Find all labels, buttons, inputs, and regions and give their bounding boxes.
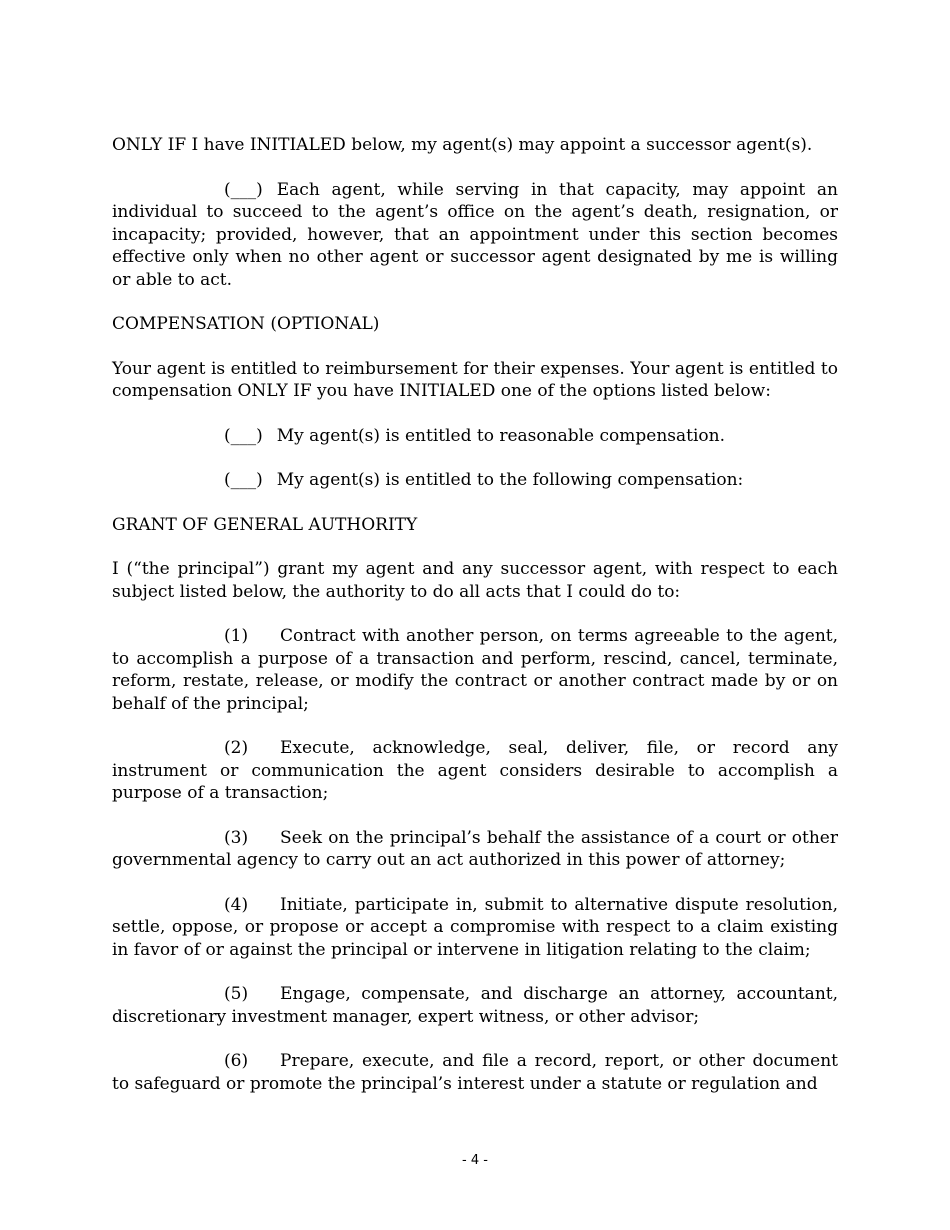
compensation-option-following [112, 469, 838, 492]
grant-heading: GRANT OF GENERAL AUTHORITY [112, 514, 418, 535]
item-text: Seek on the principal’s behalf the assistance of a court or other governmental agency to carry out an act authorized in this power of attorney; [112, 827, 838, 870]
authority-item [112, 737, 838, 805]
item-number: (5) [224, 984, 249, 1004]
item-text: Initiate, participate in, submit to alternative dispute resolution, settle, oppose, or propose or accept a compromise with respect to a claim existing in favor of or against the principal or intervene in litigation relating to the claim; [112, 894, 838, 960]
compensation-option-text: My agent(s) is entitled to reasonable compensation. [276, 425, 725, 446]
compensation-option-reasonable [112, 425, 838, 448]
item-number: (2) [224, 738, 249, 758]
successor-option [112, 179, 838, 292]
successor-intro: ONLY IF I have INITIALED below, my agent(s) may appoint a successor agent(s). [112, 135, 813, 155]
page-number: - 4 - [462, 1153, 488, 1168]
grant-intro: I (“the principal”) grant my agent and any successor agent, with respect to each subject listed below, the authority to do all acts that I could do to: [112, 559, 838, 602]
compensation-heading: COMPENSATION (OPTIONAL) [112, 314, 380, 334]
initial-blank: (___) [224, 179, 263, 200]
initial-blank: (___) [224, 425, 263, 446]
authority-item [112, 894, 838, 962]
document-page [112, 134, 838, 1117]
initial-blank: (___) [224, 470, 263, 490]
item-text: Execute, acknowledge, seal, deliver, file, or record any instrument or communication the agent considers desirable to accomplish a purpose of a transaction; [112, 738, 838, 803]
item-number: (3) [224, 827, 249, 848]
item-number: (6) [224, 1051, 249, 1071]
item-number: (1) [224, 626, 249, 646]
item-text: Prepare, execute, and file a record, report, or other document to safeguard or promote the principal’s interest under a statute or regulation and [112, 1051, 838, 1094]
item-text: Contract with another person, on terms agreeable to the agent, to accomplish a purpose of a transaction and perform, rescind, cancel, terminate, reform, restate, release, or modify the contract or another contract made by or on behalf of the principal; [112, 626, 838, 714]
item-text: Engage, compensate, and discharge an attorney, accountant, discretionary investment manager, expert witness, or other advisor; [112, 984, 838, 1027]
successor-option-text: Each agent, while serving in that capacity, may appoint an individual to succeed to the agent’s office on the agent’s death, resignation, or incapacity; provided, however, that an appointment under this section becomes effective only when no other agent or successor agent designated by me is willing or able to act. [112, 179, 838, 290]
authority-item [112, 1050, 838, 1095]
item-number: (4) [224, 894, 249, 915]
compensation-option-text: My agent(s) is entitled to the following compensation: [276, 470, 744, 490]
authority-item [112, 625, 838, 715]
authority-item [112, 827, 838, 872]
compensation-intro: Your agent is entitled to reimbursement for their expenses. Your agent is entitled to compensation ONLY IF you have INITIALED one of the options listed below: [112, 358, 838, 401]
authority-item [112, 983, 838, 1028]
